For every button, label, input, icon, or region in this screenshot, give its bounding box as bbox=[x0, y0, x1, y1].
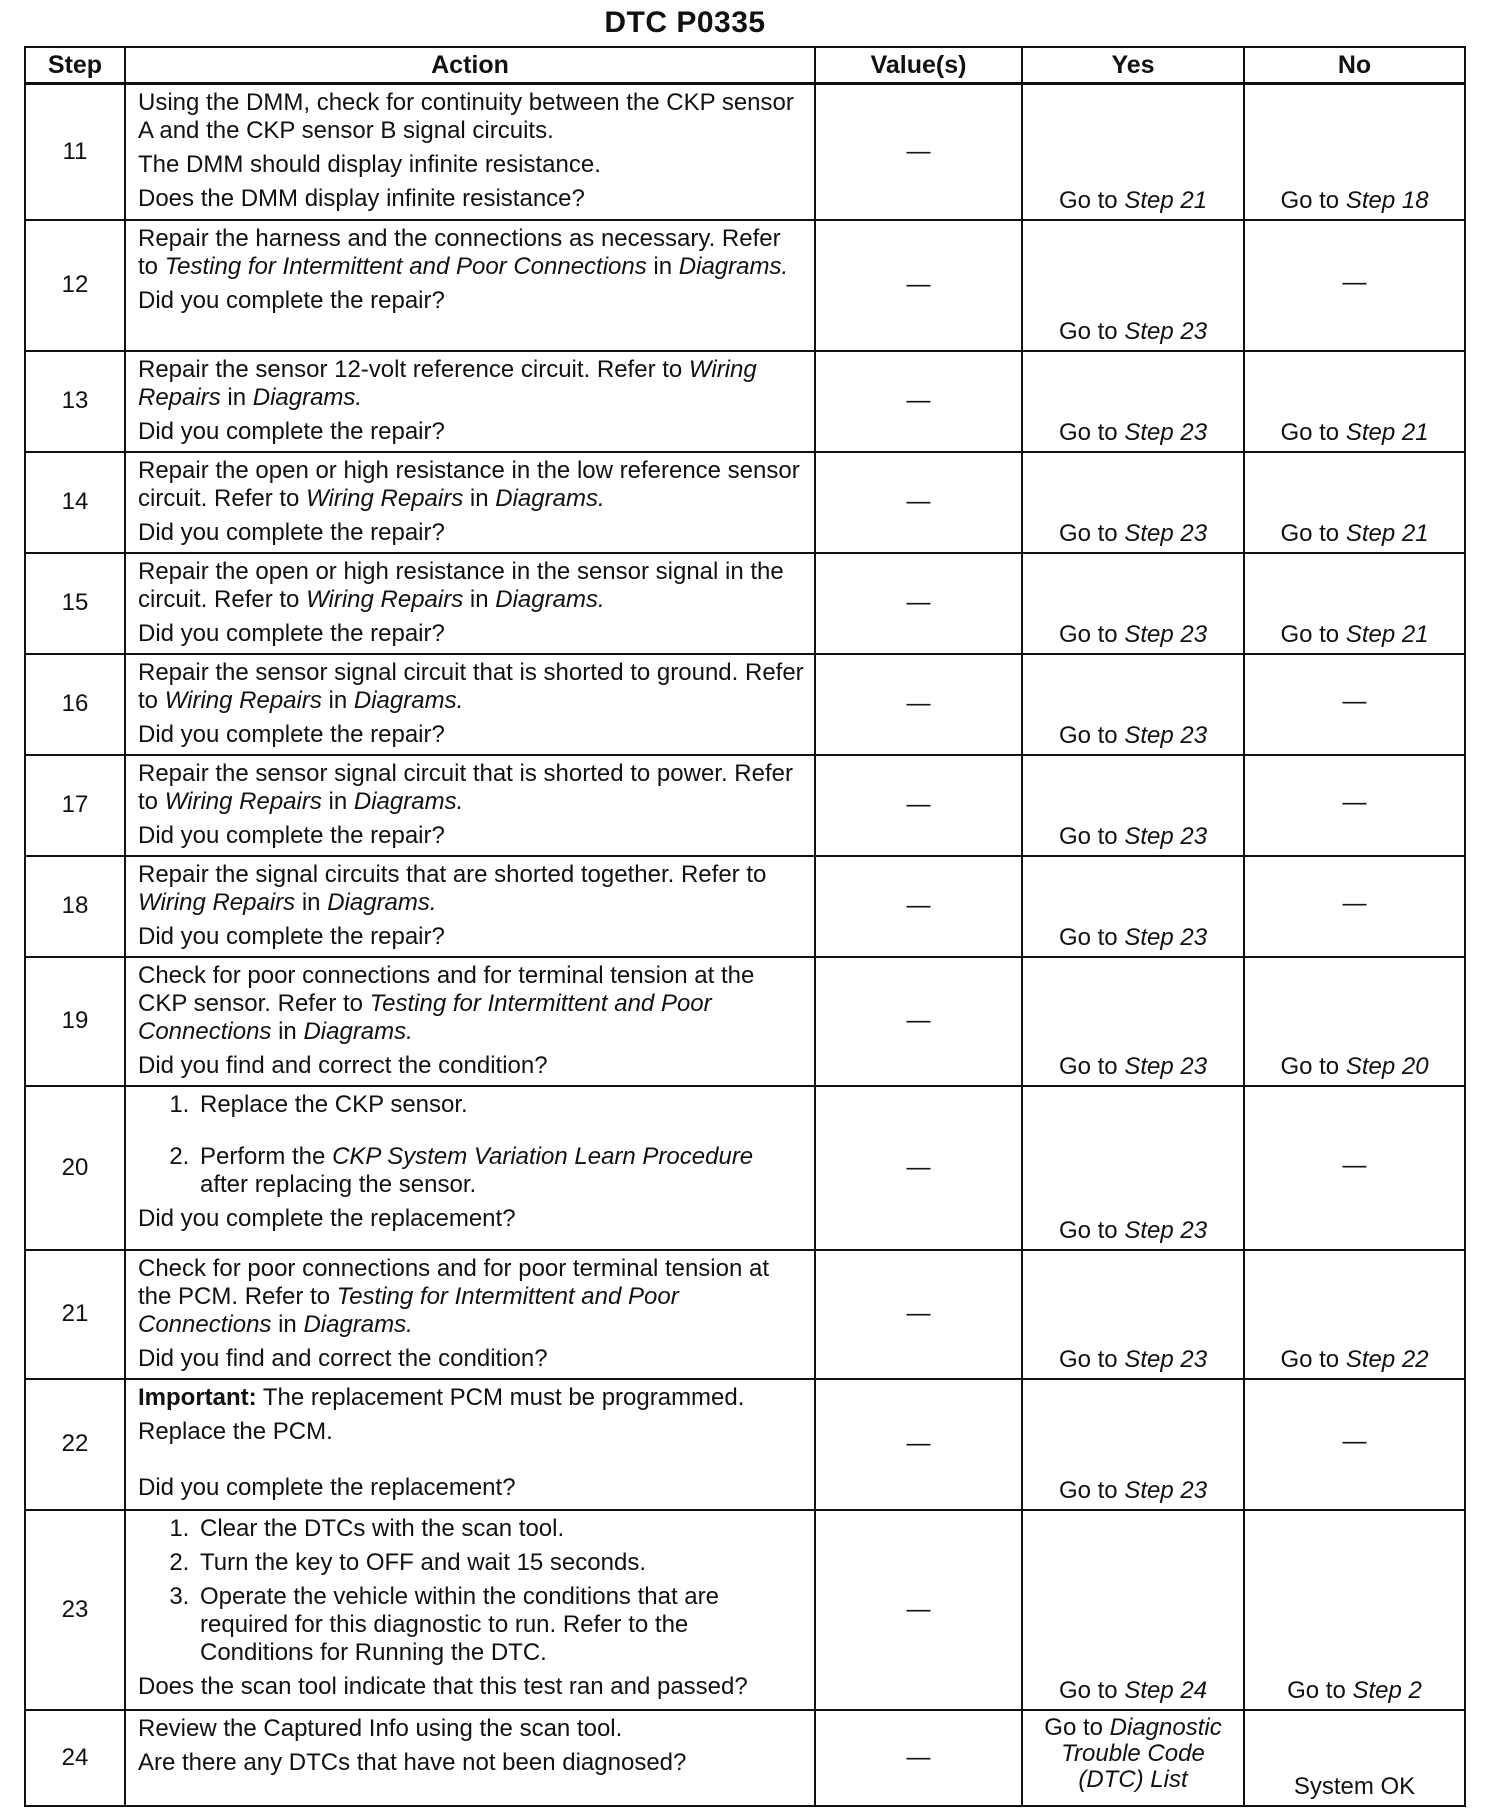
value-cell: — bbox=[815, 1250, 1022, 1379]
goto-text: Go to bbox=[1058, 1052, 1118, 1080]
table-row bbox=[25, 755, 1465, 856]
yes-cell bbox=[1022, 351, 1244, 452]
no-cell: — bbox=[1244, 654, 1465, 755]
goto-text: Go to bbox=[1058, 1345, 1118, 1373]
no-cell bbox=[1244, 553, 1465, 654]
action-cell bbox=[125, 553, 815, 654]
table-row bbox=[25, 1710, 1465, 1806]
action-question: Did you complete the replacement? bbox=[138, 1473, 516, 1501]
table-row bbox=[25, 351, 1465, 452]
procedure-item: 2. Perform the CKP System Variation Learn Procedure after replacing the sensor. bbox=[196, 1143, 804, 1199]
goto-text: Go to bbox=[1287, 1676, 1346, 1704]
yes-cell bbox=[1022, 452, 1244, 553]
yes-step-link[interactable]: Step 23 bbox=[1124, 1476, 1208, 1504]
yes-step-link[interactable]: Step 23 bbox=[1124, 620, 1208, 648]
yes-cell bbox=[1022, 755, 1244, 856]
procedure-list bbox=[138, 1091, 804, 1199]
header-no: No bbox=[1244, 47, 1465, 84]
value-cell: — bbox=[815, 957, 1022, 1086]
reference-doc: Diagrams. bbox=[353, 787, 464, 815]
yes-step-link[interactable]: Step 23 bbox=[1124, 418, 1208, 446]
reference-doc: Diagrams. bbox=[495, 585, 605, 613]
yes-step-link[interactable]: Step 23 bbox=[1124, 1052, 1208, 1080]
action-cell bbox=[125, 84, 815, 220]
reference-link[interactable]: Wiring Repairs bbox=[164, 787, 322, 815]
step-number: 23 bbox=[25, 1510, 125, 1710]
yes-step-link[interactable]: Step 23 bbox=[1124, 923, 1208, 951]
action-cell bbox=[125, 220, 815, 351]
table-row bbox=[25, 1379, 1465, 1510]
yes-cell bbox=[1022, 856, 1244, 957]
table-row bbox=[25, 856, 1465, 957]
important-label: Important: bbox=[138, 1383, 257, 1411]
no-step-link[interactable]: Step 21 bbox=[1345, 519, 1429, 547]
reference-link[interactable]: Wiring Repairs bbox=[138, 888, 296, 916]
yes-step-link[interactable]: Diagnostic Trouble Code (DTC) List bbox=[1061, 1713, 1222, 1793]
value-cell: — bbox=[815, 755, 1022, 856]
action-text: Check for poor connections and for poor terminal tension at the PCM. Refer to Testing for Intermittent and Poor Connections in Diagrams. bbox=[138, 1254, 770, 1338]
goto-text: Go to bbox=[1058, 418, 1118, 446]
goto-text: Go to bbox=[1280, 519, 1340, 547]
no-cell bbox=[1244, 351, 1465, 452]
no-step-link[interactable]: Step 22 bbox=[1345, 1345, 1429, 1373]
yes-step-link[interactable]: Step 23 bbox=[1124, 822, 1208, 850]
no-step-link[interactable]: Step 20 bbox=[1345, 1052, 1429, 1080]
no-cell: — bbox=[1244, 856, 1465, 957]
action-question: Did you find and correct the condition? bbox=[138, 1344, 548, 1372]
step-number: 17 bbox=[25, 755, 125, 856]
no-step-link[interactable]: Step 2 bbox=[1352, 1676, 1422, 1704]
value-cell: — bbox=[815, 84, 1022, 220]
no-cell: — bbox=[1244, 1379, 1465, 1510]
reference-link[interactable]: Testing for Intermittent and Poor Connections bbox=[138, 1282, 679, 1338]
procedure-item: 2. Turn the key to OFF and wait 15 seconds. bbox=[196, 1549, 804, 1577]
step-number: 16 bbox=[25, 654, 125, 755]
header-yes: Yes bbox=[1022, 47, 1244, 84]
action-question: Did you complete the repair? bbox=[138, 286, 445, 314]
reference-doc: Diagrams. bbox=[303, 1310, 413, 1338]
action-text: Repair the open or high resistance in the low reference sensor circuit. Refer to Wiring Repairs in Diagrams. bbox=[138, 456, 800, 512]
table-header-row bbox=[25, 47, 1465, 84]
reference-doc: Diagrams. bbox=[327, 888, 437, 916]
step-number: 13 bbox=[25, 351, 125, 452]
step-number: 22 bbox=[25, 1379, 125, 1510]
yes-cell bbox=[1022, 1510, 1244, 1710]
yes-step-link[interactable]: Step 23 bbox=[1124, 519, 1208, 547]
no-cell bbox=[1244, 957, 1465, 1086]
action-cell bbox=[125, 1379, 815, 1510]
yes-step-link[interactable]: Step 23 bbox=[1124, 1345, 1208, 1373]
reference-doc: Diagrams. bbox=[495, 484, 605, 512]
header-step: Step bbox=[25, 47, 125, 84]
no-step-link[interactable]: Step 21 bbox=[1345, 418, 1429, 446]
value-cell: — bbox=[815, 1510, 1022, 1710]
reference-link[interactable]: Wiring Repairs bbox=[306, 484, 464, 512]
action-text: Repair the sensor 12-volt reference circuit. Refer to Wiring Repairs in Diagrams. bbox=[138, 355, 757, 411]
reference-doc: Diagrams. bbox=[678, 252, 789, 280]
reference-link[interactable]: Wiring Repairs bbox=[164, 686, 322, 714]
no-cell: — bbox=[1244, 1086, 1465, 1250]
no-cell: — bbox=[1244, 755, 1465, 856]
value-cell: — bbox=[815, 1086, 1022, 1250]
no-cell bbox=[1244, 1250, 1465, 1379]
goto-text: Go to bbox=[1044, 1713, 1103, 1741]
value-cell: — bbox=[815, 351, 1022, 452]
action-question: Are there any DTCs that have not been diagnosed? bbox=[138, 1748, 687, 1776]
procedure-item: 1. Clear the DTCs with the scan tool. bbox=[196, 1515, 804, 1543]
action-cell bbox=[125, 1086, 815, 1250]
action-text: Check for poor connections and for terminal tension at the CKP sensor. Refer to Testing for Intermittent and Poor Connections in Diagrams. bbox=[138, 961, 755, 1045]
no-cell: System OK bbox=[1244, 1710, 1465, 1806]
procedure-item: 1. Replace the CKP sensor. bbox=[196, 1091, 804, 1119]
reference-doc: Diagrams. bbox=[303, 1017, 413, 1045]
action-question: Did you complete the repair? bbox=[138, 922, 445, 950]
yes-step-link[interactable]: Step 24 bbox=[1124, 1676, 1208, 1704]
table-row bbox=[25, 957, 1465, 1086]
step-number: 14 bbox=[25, 452, 125, 553]
goto-text: Go to bbox=[1280, 1052, 1340, 1080]
reference-doc: Diagrams. bbox=[353, 686, 464, 714]
no-step-link[interactable]: Step 21 bbox=[1345, 620, 1429, 648]
action-question: Did you complete the repair? bbox=[138, 720, 445, 748]
no-cell bbox=[1244, 1510, 1465, 1710]
table-row bbox=[25, 1250, 1465, 1379]
action-question: Did you find and correct the condition? bbox=[138, 1051, 548, 1079]
action-question: Did you complete the repair? bbox=[138, 417, 445, 445]
step-number: 24 bbox=[25, 1710, 125, 1806]
goto-text: Go to bbox=[1058, 186, 1118, 214]
goto-text: Go to bbox=[1058, 1216, 1118, 1244]
step-number: 21 bbox=[25, 1250, 125, 1379]
yes-cell bbox=[1022, 220, 1244, 351]
yes-step-link[interactable]: Step 23 bbox=[1124, 1216, 1208, 1244]
goto-text: Go to bbox=[1280, 620, 1340, 648]
no-cell bbox=[1244, 84, 1465, 220]
value-cell: — bbox=[815, 654, 1022, 755]
value-cell: — bbox=[815, 452, 1022, 553]
header-values: Value(s) bbox=[815, 47, 1022, 84]
step-number: 15 bbox=[25, 553, 125, 654]
value-cell: — bbox=[815, 856, 1022, 957]
page-title: DTC P0335 bbox=[604, 6, 766, 39]
value-cell: — bbox=[815, 220, 1022, 351]
yes-cell bbox=[1022, 84, 1244, 220]
procedure-item: 3. Operate the vehicle within the conditions that are required for this diagnostic to run. Refer to the Conditions for Running the DTC. bbox=[196, 1583, 804, 1667]
yes-cell bbox=[1022, 553, 1244, 654]
goto-text: Go to bbox=[1058, 317, 1118, 345]
table-row bbox=[25, 84, 1465, 220]
action-cell bbox=[125, 957, 815, 1086]
goto-text: Go to bbox=[1058, 620, 1118, 648]
action-text: Repair the sensor signal circuit that is shorted to ground. Refer to Wiring Repairs in Diagrams. bbox=[138, 658, 804, 714]
goto-text: Go to bbox=[1280, 186, 1340, 214]
yes-cell bbox=[1022, 1710, 1244, 1806]
reference-link[interactable]: Testing for Intermittent and Poor Connections bbox=[164, 252, 647, 280]
step-number: 12 bbox=[25, 220, 125, 351]
action-cell bbox=[125, 452, 815, 553]
action-text: Repair the open or high resistance in the sensor signal in the circuit. Refer to Wiring Repairs in Diagrams. bbox=[138, 557, 784, 613]
goto-text: Go to bbox=[1058, 1676, 1118, 1704]
action-question: Did you complete the repair? bbox=[138, 821, 445, 849]
goto-text: Go to bbox=[1058, 1476, 1118, 1504]
action-text: Repair the sensor signal circuit that is shorted to power. Refer to Wiring Repairs in Diagrams. bbox=[138, 759, 793, 815]
action-cell bbox=[125, 1510, 815, 1710]
action-cell bbox=[125, 1710, 815, 1806]
reference-doc: Diagrams. bbox=[252, 383, 363, 411]
step-number: 20 bbox=[25, 1086, 125, 1250]
yes-cell bbox=[1022, 957, 1244, 1086]
reference-link[interactable]: Wiring Repairs bbox=[138, 355, 757, 411]
no-step-link[interactable]: Step 18 bbox=[1345, 186, 1429, 214]
action-text: Using the DMM, check for continuity between the CKP sensor A and the CKP sensor B signal circuits. bbox=[138, 89, 794, 144]
action-cell bbox=[125, 1250, 815, 1379]
yes-cell bbox=[1022, 1379, 1244, 1510]
reference-link[interactable]: Wiring Repairs bbox=[306, 585, 464, 613]
table-row bbox=[25, 1510, 1465, 1710]
no-cell: — bbox=[1244, 220, 1465, 351]
goto-text: Go to bbox=[1058, 519, 1118, 547]
action-cell bbox=[125, 856, 815, 957]
action-question: Did you complete the replacement? bbox=[138, 1204, 516, 1232]
action-text: Repair the signal circuits that are shorted together. Refer to Wiring Repairs in Diagrams. bbox=[138, 860, 767, 916]
table-row bbox=[25, 553, 1465, 654]
goto-text: Go to bbox=[1058, 721, 1118, 749]
yes-step-link[interactable]: Step 21 bbox=[1124, 186, 1208, 214]
table-row bbox=[25, 654, 1465, 755]
action-cell bbox=[125, 755, 815, 856]
diagnostic-table bbox=[24, 46, 1466, 1807]
table-row bbox=[25, 452, 1465, 553]
action-question: Did you complete the repair? bbox=[138, 619, 445, 647]
header-action: Action bbox=[125, 47, 815, 84]
reference-link[interactable]: Testing for Intermittent and Poor Connections bbox=[138, 989, 712, 1045]
action-cell bbox=[125, 654, 815, 755]
yes-cell bbox=[1022, 1086, 1244, 1250]
step-number: 18 bbox=[25, 856, 125, 957]
action-text: Replace the PCM. bbox=[138, 1417, 333, 1445]
value-cell: — bbox=[815, 1379, 1022, 1510]
no-cell bbox=[1244, 452, 1465, 553]
goto-text: Go to bbox=[1058, 822, 1118, 850]
action-question: Did you complete the repair? bbox=[138, 518, 445, 546]
table-row bbox=[25, 220, 1465, 351]
action-question: Does the scan tool indicate that this test ran and passed? bbox=[138, 1672, 748, 1700]
step-number: 11 bbox=[25, 84, 125, 220]
procedure-list bbox=[138, 1515, 804, 1667]
yes-step-link[interactable]: Step 23 bbox=[1124, 317, 1208, 345]
yes-cell bbox=[1022, 1250, 1244, 1379]
action-question: Does the DMM display infinite resistance? bbox=[138, 185, 585, 212]
yes-step-link[interactable]: Step 23 bbox=[1124, 721, 1208, 749]
action-text: The DMM should display infinite resistance. bbox=[138, 151, 601, 178]
action-text: Review the Captured Info using the scan tool. bbox=[138, 1714, 623, 1742]
important-note: Important: The replacement PCM must be programmed. bbox=[138, 1383, 745, 1411]
reference-link[interactable]: CKP System Variation Learn Procedure bbox=[332, 1142, 754, 1170]
goto-text: Go to bbox=[1058, 923, 1118, 951]
step-number: 19 bbox=[25, 957, 125, 1086]
action-text: Repair the harness and the connections as necessary. Refer to Testing for Intermittent and Poor Connections in Diagrams. bbox=[138, 224, 789, 280]
table-row bbox=[25, 1086, 1465, 1250]
value-cell: — bbox=[815, 1710, 1022, 1806]
goto-text: Go to bbox=[1280, 1345, 1340, 1373]
goto-text: Go to bbox=[1280, 418, 1340, 446]
value-cell: — bbox=[815, 553, 1022, 654]
action-cell bbox=[125, 351, 815, 452]
yes-cell bbox=[1022, 654, 1244, 755]
